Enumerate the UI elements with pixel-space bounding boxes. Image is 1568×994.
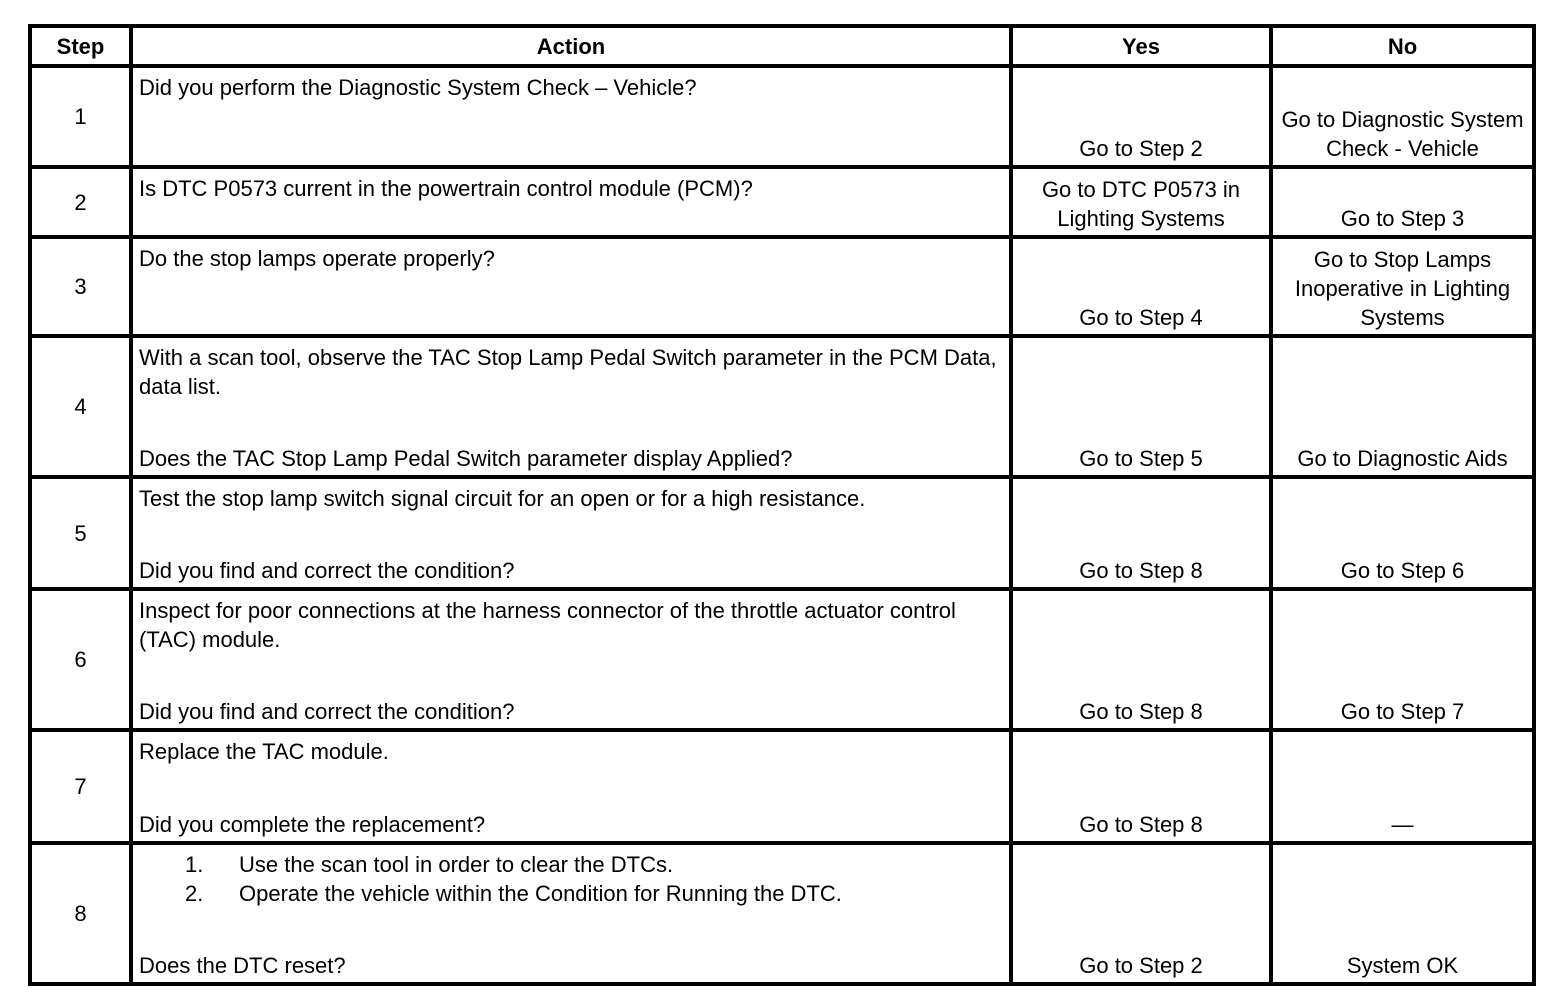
action-cell [131, 477, 1011, 589]
no-cell: System OK [1271, 843, 1534, 984]
yes-cell: Go to Step 8 [1011, 477, 1271, 589]
header-action: Action [131, 26, 1011, 66]
action-question: Did you find and correct the condition? [139, 699, 515, 724]
diagnostic-table [28, 24, 1536, 986]
yes-cell: Go to Step 8 [1011, 589, 1271, 730]
list-text: Operate the vehicle within the Condition for Running the DTC. [239, 881, 842, 906]
table-row [30, 237, 1534, 336]
yes-cell: Go to Step 4 [1011, 237, 1271, 336]
action-cell [131, 167, 1011, 237]
no-cell: Go to Step 7 [1271, 589, 1534, 730]
table-row [30, 167, 1534, 237]
step-number: 5 [30, 477, 131, 589]
no-cell: Go to Step 6 [1271, 477, 1534, 589]
step-number: 8 [30, 843, 131, 984]
list-number: 2. [185, 881, 204, 906]
list-item [185, 850, 1003, 879]
step-number: 7 [30, 730, 131, 843]
action-text: Replace the TAC module. [139, 739, 389, 764]
yes-cell: Go to Step 5 [1011, 336, 1271, 477]
action-question: Did you find and correct the condition? [139, 558, 515, 583]
action-text: Inspect for poor connections at the harness connector of the throttle actuator control (TAC) module. [139, 598, 956, 652]
no-cell: Go to Diagnostic Aids [1271, 336, 1534, 477]
table-row [30, 589, 1534, 730]
header-no: No [1271, 26, 1534, 66]
action-text: Test the stop lamp switch signal circuit for an open or for a high resistance. [139, 486, 866, 511]
yes-cell: Go to Step 8 [1011, 730, 1271, 843]
step-number: 3 [30, 237, 131, 336]
step-number: 2 [30, 167, 131, 237]
table-row [30, 730, 1534, 843]
header-step: Step [30, 26, 131, 66]
action-cell [131, 843, 1011, 984]
numbered-list [139, 850, 1003, 908]
step-number: 1 [30, 66, 131, 167]
action-text: With a scan tool, observe the TAC Stop Lamp Pedal Switch parameter in the PCM Data, data list. [139, 345, 997, 399]
table-row [30, 66, 1534, 167]
list-item [185, 879, 1003, 908]
header-row [30, 26, 1534, 66]
table-row [30, 843, 1534, 984]
list-text: Use the scan tool in order to clear the DTCs. [239, 852, 674, 877]
step-number: 4 [30, 336, 131, 477]
action-cell [131, 66, 1011, 167]
list-number: 1. [185, 852, 204, 877]
action-cell [131, 589, 1011, 730]
action-text: Is DTC P0573 current in the powertrain control module (PCM)? [139, 176, 753, 201]
no-cell: Go to Diagnostic System Check - Vehicle [1271, 66, 1534, 167]
step-number: 6 [30, 589, 131, 730]
yes-cell: Go to Step 2 [1011, 843, 1271, 984]
table-row [30, 336, 1534, 477]
action-question: Did you complete the replacement? [139, 812, 486, 837]
no-cell: — [1271, 730, 1534, 843]
action-cell [131, 730, 1011, 843]
action-cell [131, 336, 1011, 477]
no-cell: Go to Step 3 [1271, 167, 1534, 237]
action-text: Do the stop lamps operate properly? [139, 246, 495, 271]
header-yes: Yes [1011, 26, 1271, 66]
action-text: Did you perform the Diagnostic System Check – Vehicle? [139, 75, 697, 100]
action-question: Does the TAC Stop Lamp Pedal Switch parameter display Applied? [139, 446, 793, 471]
yes-cell: Go to Step 2 [1011, 66, 1271, 167]
table-row [30, 477, 1534, 589]
action-cell [131, 237, 1011, 336]
action-question: Does the DTC reset? [139, 953, 346, 978]
no-cell: Go to Stop Lamps Inoperative in Lighting Systems [1271, 237, 1534, 336]
yes-cell: Go to DTC P0573 in Lighting Systems [1011, 167, 1271, 237]
